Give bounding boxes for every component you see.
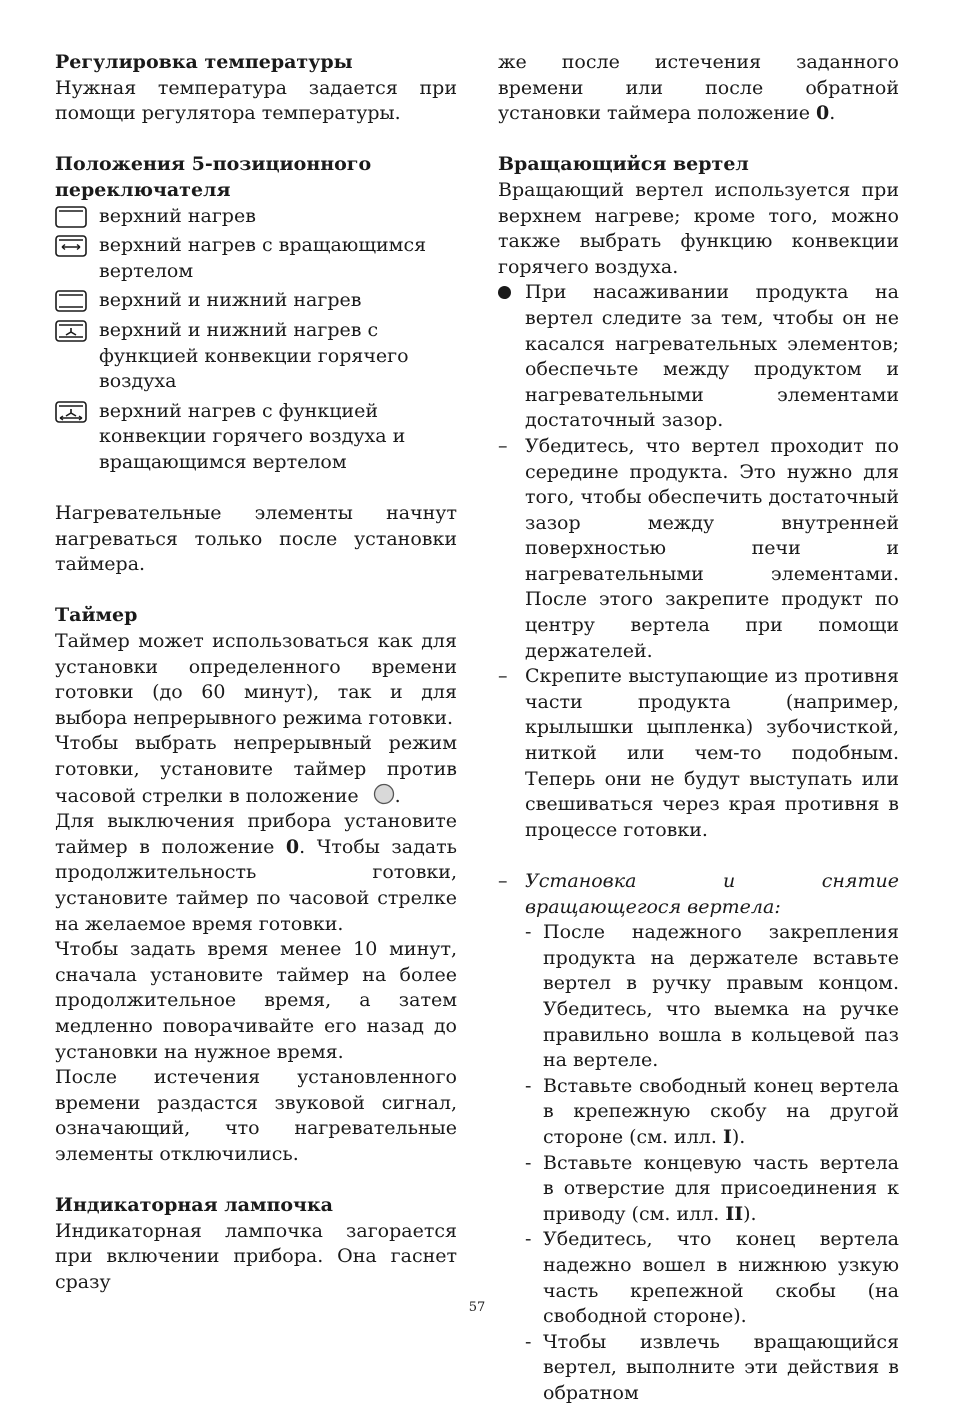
bullet-item: При насаживании продукта на вертел следите за тем, чтобы он не касался нагревательных элементов; обеспечьте между продуктом и нагревательными элементами достаточный зазор. (498, 280, 899, 434)
top-heat-icon (55, 206, 87, 228)
paragraph-heating: Нагревательные элементы начнут нагреваться только после установки таймера. (55, 502, 457, 576)
paragraph-timer-4: Чтобы задать время менее 10 минут, сначала установите таймер на более продолжительное время, а затем медленно поворачивайте его назад до установки на нужное время. (55, 938, 457, 1063)
top-heat-rotisserie-icon (55, 235, 87, 257)
sub-item: - Чтобы извлечь вращающийся вертел, выполните эти действия в обратном (525, 1330, 899, 1404)
mode-item: верхний и нижний нагрев (55, 288, 457, 314)
heading-timer: Таймер (55, 604, 138, 627)
mode-item: верхний и нижний нагрев с функцией конвекции горячего воздуха (55, 318, 457, 395)
dash-item: – Установка и снятие вращающегося вертела: (498, 870, 899, 918)
heading-indicator-lamp: Индикаторная лампочка (55, 1194, 333, 1217)
top-bottom-heat-icon (55, 290, 87, 312)
dash-item: – Убедитесь, что вертел проходит по середине продукта. Это нужно для того, чтобы обеспечить достаточный зазор между внутренней поверхностью печи и нагревательными элементами. После этого закрепите продукт по центру вертела при помощи держателей. (498, 434, 899, 662)
paragraph-timer-3: Для выключения прибора установите таймер в положение 0. Чтобы задать продолжительность готовки, установите таймер по часовой стрелке на желаемое время готовки. (55, 810, 457, 935)
mode-item: верхний нагрев с функцией конвекции горячего воздуха и вращающимся вертелом (55, 399, 457, 476)
mode-item: верхний нагрев с вращающимся вертелом (55, 233, 457, 284)
sub-item: - После надежного закрепления продукта на держателе вставьте вертел в ручку правым концом. Убедитесь, что выемка на ручке правильно вошла в кольцевой паз на вертеле. (525, 921, 899, 1072)
paragraph-rotisserie: Вращающий вертел используется при верхнем нагреве; кроме того, можно также выбрать функцию конвекции горячего воздуха. (498, 178, 899, 278)
sub-item: - Вставьте свободный конец вертела в крепежную скобу на другой стороне (см. илл. I). (525, 1074, 899, 1148)
mode-item: верхний нагрев (55, 204, 457, 230)
heading-temperature: Регулировка температуры (55, 51, 353, 73)
sub-item: - Вставьте концевую часть вертела в отверстие для присоединения к приводу (см. илл. II). (525, 1151, 899, 1225)
paragraph-timer-1: Таймер может использоваться как для установки определенного времени готовки (до 60 минут), так и для выбора непрерывного режима готовки. (55, 630, 457, 729)
dash-item: – Скрепите выступающие из противня части продукта (например, крылышки цыпленка) зубочисткой, ниткой или чем-то подобным. Теперь они не будут выступать или свешиваться через края противня в процессе готовки. (498, 665, 899, 841)
paragraph-continued: же после истечения заданного времени или после обратной установки таймера положение 0. (498, 51, 899, 125)
heading-switch-positions: Положения 5-позиционного переключателя (55, 153, 372, 201)
heading-rotisserie: Вращающийся вертел (498, 153, 749, 176)
top-convection-rotisserie-icon (55, 401, 87, 423)
right-column (498, 50, 899, 1406)
page-number: 57 (468, 1300, 486, 1315)
paragraph-timer-5: После истечения установленного времени раздастся звуковой сигнал, означающий, что нагревательные элементы отключились. (55, 1066, 457, 1165)
left-column (55, 50, 457, 1296)
top-bottom-convection-icon (55, 320, 87, 342)
sub-item: - Убедитесь, что конец вертела надежно вошел в нижнюю узкую часть крепежной скобы (на свободной стороне). (525, 1228, 899, 1328)
paragraph-timer-2: Чтобы выбрать непрерывный режим готовки, установите таймер против часовой стрелки в положение . (55, 732, 457, 807)
paragraph-indicator-lamp: Индикаторная лампочка загорается при включении прибора. Она гаснет сразу (55, 1219, 457, 1293)
paragraph-temperature: Нужная температура задается при помощи регулятора температуры. (55, 76, 457, 125)
bullet-dot-icon (498, 286, 511, 299)
on-position-icon (373, 783, 395, 805)
